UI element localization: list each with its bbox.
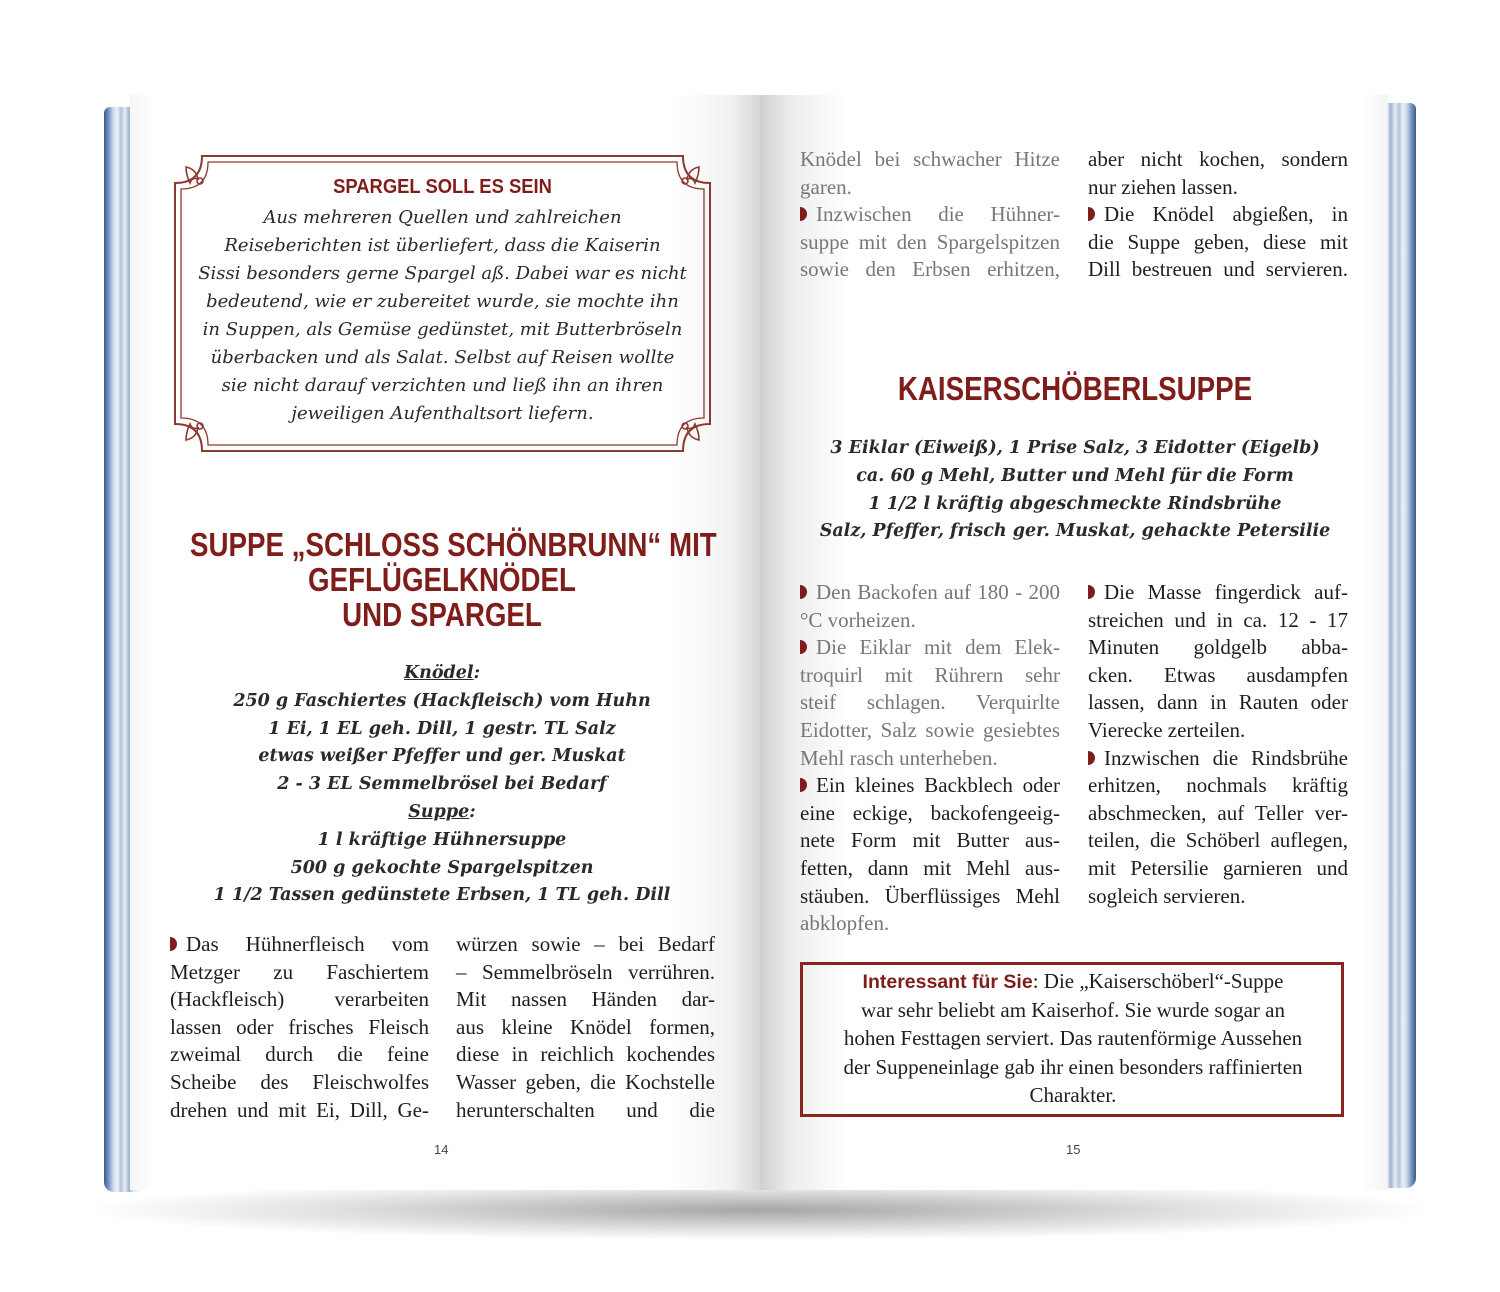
bullet-icon <box>800 585 807 599</box>
recipe2-col2: Die Masse fingerdick auf- streichen und in ca. 12 - 17 Minuten goldgelb abba- cken. Etwas ausdampfen lassen, dann in Rauten oder Vierecke zerteilen. Inzwischen die Rindsbrühe erhitzen, nochmals kräftig abschmecken, auf Teller ver- teilen, die Schöberl auflegen, mit Petersilie garnieren und sogleich servieren. <box>1088 580 1348 908</box>
recipe2-title: KAISERSCHÖBERLSUPPE <box>897 370 1253 407</box>
bullet-icon <box>800 207 807 221</box>
recipe1-title: SUPPE „SCHLOSS SCHÖNBRUNN“ MIT GEFLÜGELKNÖDEL UND SPARGEL <box>190 526 717 633</box>
info-lead: Interessant für Sie <box>862 971 1033 993</box>
bullet-icon <box>800 640 807 654</box>
bullet-icon <box>1088 585 1095 599</box>
recipe2-ingredients: 3 Eiklar (Eiweiß), 1 Prise Salz, 3 Eidotter (Eigelb) ca. 60 g Mehl, Butter und Mehl für die Form 1 1/2 l kräftig abgeschmeckte Rindsbrühe Salz, Pfeffer, frisch ger. Muskat, gehackte Petersilie <box>819 438 1331 542</box>
recipe1-col1: Das Hühnerfleisch vom Metzger zu Faschiertem (Hackfleisch) verarbeiten lassen oder frisches Fleisch zweimal durch die feine Scheibe des Fleischwolfes drehen und mit Ei, Dill, Ge- <box>170 932 429 1122</box>
page-number-left: 14 <box>434 1142 449 1157</box>
recipe1-ingredients: Knödel: 250 g Faschiertes (Hackfleisch) vom Huhn 1 Ei, 1 EL geh. Dill, 1 gestr. TL Salz etwas weißer Pfeffer und ger. Muskat 2 - 3 EL Semmelbrösel bei Bedarf Suppe: 1 l kräftige Hühnersuppe 500 g gekochte Spargelspitzen 1 1/2 Tassen gedünstete Erbsen, 1 TL geh. Dill <box>213 663 671 906</box>
box-text: Aus mehreren Quellen und zahlreichen Reiseberichten ist überliefert, dass die Kaiserin Sissi besonders gerne Spargel aß. Dabei war es nicht bedeutend, wie er zubereitet wurde, sie mochte ihn in Suppen, als Gemüse gedünstet, mit Butterbröseln überbacken und als Salat. Selbst auf Reisen wollte sie nicht darauf verzichten und ließ ihn an ihren jeweiligen Aufenthaltsort liefern. <box>198 207 687 424</box>
bullet-icon <box>800 778 807 792</box>
bullet-icon <box>1088 207 1095 221</box>
info-text: Interessant für Sie: Die „Kaiserschöberl“-Suppe war sehr beliebt am Kaiserhof. Sie wurde sogar an hohen Festtagen serviert. Das rautenförmige Aussehen der Suppeneinlage gab ihr einen besonders raffinierten Charakter. <box>843 969 1303 1107</box>
bullet-icon <box>1088 751 1095 765</box>
recipe2-col1: Den Backofen auf 180 - 200 °C vorheizen. Die Eiklar mit dem Elek- troquirl mit Rührern sehr steif schlagen. Verquirlte Eidotter, Salz sowie gesiebtes Mehl rasch unterheben. Ein kleines Backblech oder eine eckige, backofengeeig- nete Form mit Butter aus- fetten, dann mit Mehl aus- stäuben. Überflüssiges Mehl abklopfen. <box>800 580 1060 936</box>
bullet-icon <box>170 937 177 951</box>
recipe1-col4: aber nicht kochen, sondern nur ziehen lassen. Die Knödel abgießen, in die Suppe geben, diese mit Dill bestreuen und servieren. <box>1088 147 1348 282</box>
page-number-right: 15 <box>1066 1142 1081 1157</box>
recipe1-col2: würzen sowie – bei Bedarf – Semmelbröseln verrühren. Mit nassen Händen dar- aus kleine Knödel formen, diese in reichlich kochendes Wasser geben, die Kochstelle herunterschalten und die <box>456 932 715 1122</box>
recipe1-col3: Knödel bei schwacher Hitze garen. Inzwischen die Hühner- suppe mit den Spargelspitzen sowie den Erbsen erhitzen, <box>800 147 1060 282</box>
box-title: SPARGEL SOLL ES SEIN <box>333 176 552 198</box>
